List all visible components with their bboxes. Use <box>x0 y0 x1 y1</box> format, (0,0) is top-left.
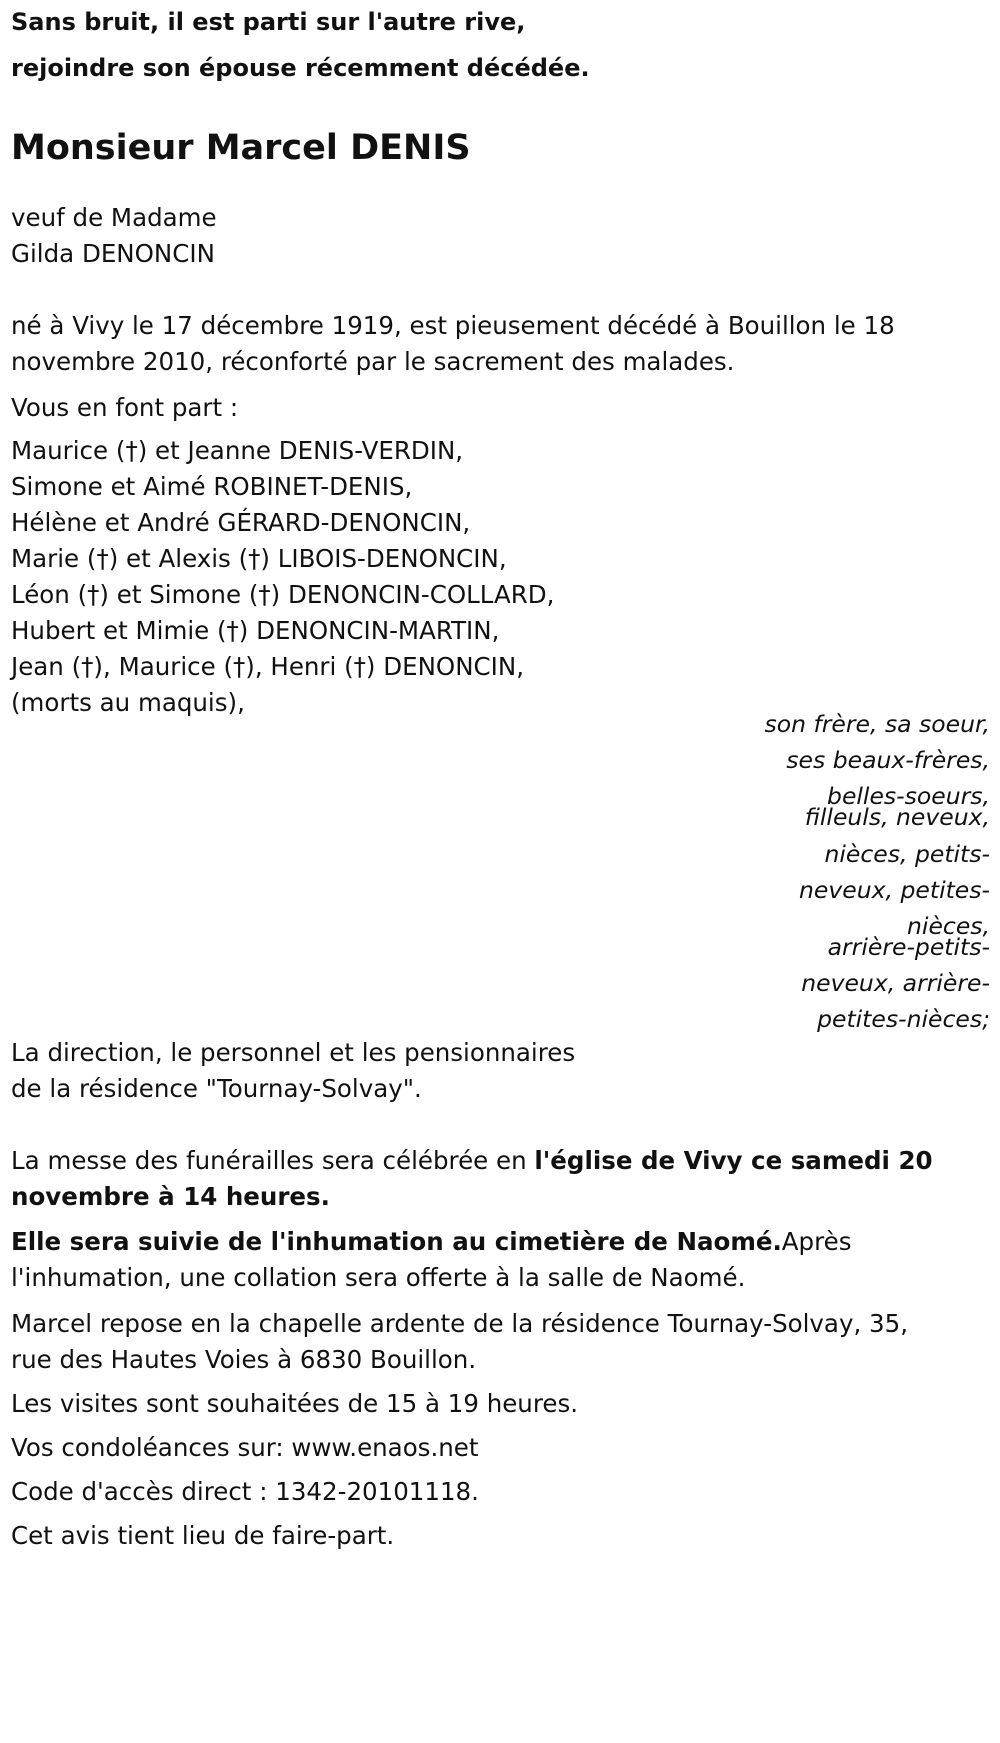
widower-line-1: veuf de Madame <box>11 203 217 232</box>
burial-line-2: l'inhumation, une collation sera offerte à la salle de Naomé. <box>11 1263 746 1292</box>
family-line: Hubert et Mimie (†) DENONCIN-MARTIN, <box>11 616 500 645</box>
relation-line: neveux, petites- <box>799 876 990 904</box>
family-line: Léon (†) et Simone (†) DENONCIN-COLLARD, <box>11 580 555 609</box>
condolences-text: Vos condoléances sur: www.enaos.net <box>11 1433 479 1462</box>
announce-text: Vous en font part : <box>11 393 239 422</box>
birth-death-line-2: novembre 2010, réconforté par le sacrement des malades. <box>11 347 735 376</box>
relation-line: neveux, arrière- <box>801 969 990 997</box>
relation-line: petites-nièces; <box>817 1005 990 1033</box>
deceased-name: Monsieur Marcel DENIS <box>11 128 471 168</box>
intro-line-1: Sans bruit, il est parti sur l'autre rive, <box>11 8 526 36</box>
family-line: (morts au maquis), <box>11 688 245 717</box>
family-line: Simone et Aimé ROBINET-DENIS, <box>11 472 413 501</box>
burial-line-1 <box>11 1222 851 1262</box>
relation-line: nièces, petits- <box>824 840 990 868</box>
birth-death-line-1: né à Vivy le 17 décembre 1919, est pieusement décédé à Bouillon le 18 <box>11 311 895 340</box>
mass-line-2: novembre à 14 heures. <box>11 1182 330 1211</box>
widower-line-2: Gilda DENONCIN <box>11 239 215 268</box>
mass-line-1 <box>11 1141 933 1181</box>
rest-place-line-2: rue des Hautes Voies à 6830 Bouillon. <box>11 1345 477 1374</box>
intro-line-2: rejoindre son épouse récemment décédée. <box>11 54 590 82</box>
relation-line: filleuls, neveux, <box>804 803 990 831</box>
family-line: Hélène et André GÉRARD-DENONCIN, <box>11 508 471 537</box>
closing-text: Cet avis tient lieu de faire-part. <box>11 1521 395 1550</box>
burial-after: Après <box>781 1227 852 1256</box>
mass-location: l'église de Vivy ce samedi 20 <box>534 1146 933 1175</box>
visits-text: Les visites sont souhaitées de 15 à 19 heures. <box>11 1389 578 1418</box>
relation-line: nièces, <box>907 912 990 940</box>
relation-line: arrière-petits- <box>827 933 990 961</box>
burial-info: Elle sera suivie de l'inhumation au cimetière de Naomé. <box>11 1227 782 1256</box>
relation-line: ses beaux-frères, <box>786 746 990 774</box>
rest-place-line-1: Marcel repose en la chapelle ardente de la résidence Tournay-Solvay, 35, <box>11 1309 908 1338</box>
relation-line: son frère, sa soeur, <box>764 710 990 738</box>
family-line: Marie (†) et Alexis (†) LIBOIS-DENONCIN, <box>11 544 507 573</box>
family-line: Jean (†), Maurice (†), Henri (†) DENONCIN, <box>11 652 524 681</box>
residence-line-1: La direction, le personnel et les pensionnaires <box>11 1038 576 1067</box>
relation-line: belles-soeurs, <box>827 782 990 810</box>
access-code-text: Code d'accès direct : 1342-20101118. <box>11 1477 479 1506</box>
mass-prefix: La messe des funérailles sera célébrée en <box>11 1146 535 1175</box>
residence-line-2: de la résidence "Tournay-Solvay". <box>11 1074 422 1103</box>
family-line: Maurice (†) et Jeanne DENIS-VERDIN, <box>11 436 464 465</box>
